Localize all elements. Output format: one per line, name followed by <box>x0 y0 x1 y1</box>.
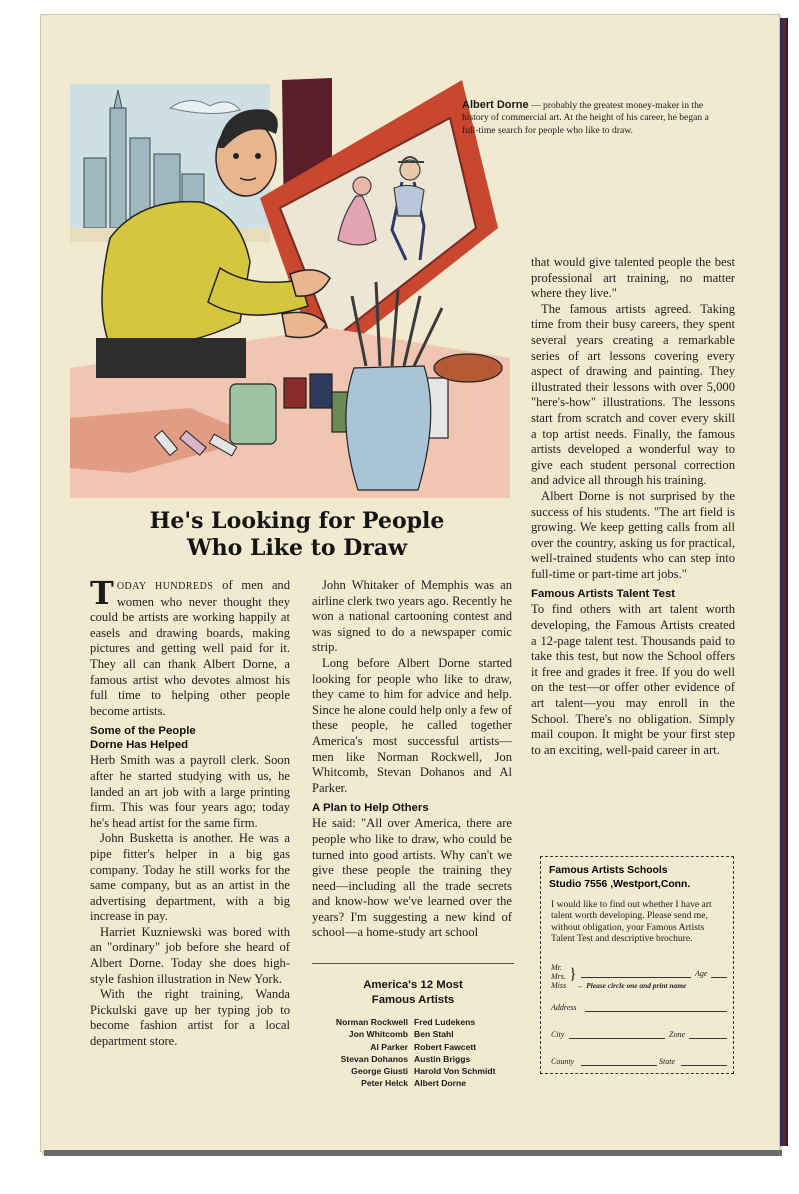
label-miss: Miss <box>551 981 567 990</box>
column-2 <box>312 578 512 941</box>
label-mr: Mr. <box>551 963 562 972</box>
city-field[interactable] <box>569 1038 665 1039</box>
label-age: Age <box>695 969 708 978</box>
artist-name-right: Albert Dorne <box>414 1078 467 1089</box>
paragraph-not-surprised: Albert Dorne is not surprised by the success of his students. "The art field is growing. We keep getting calls from all over the country, asking us for practical, well-trained students who can step into full-time or part-time art jobs." <box>531 488 735 581</box>
artist-name-right: Austin Briggs <box>414 1053 471 1064</box>
artist-name-right: Harold Von Schmidt <box>414 1066 496 1077</box>
subhead-people-helped <box>90 724 290 752</box>
artist-row <box>312 1016 514 1028</box>
artist-name-left: Peter Helck <box>361 1078 408 1089</box>
artist-name-left: Norman Rockwell <box>335 1017 408 1027</box>
name-field[interactable] <box>581 977 691 978</box>
circle-note: ← Please circle one and print name <box>577 981 687 990</box>
page-edge <box>780 18 788 1146</box>
artist-row <box>312 1053 514 1065</box>
famous-artists-title <box>312 978 514 1008</box>
bowl <box>434 354 502 382</box>
headline-line-2: Who Like to Draw <box>186 535 408 561</box>
paragraph-long-before: Long before Albert Dorne started looking for people who like to draw, they came to him for advice and help. Since he alone could help only a few of these people, he called together America's most successful artists—men like Norman Rockwell, Jon Whitcomb, Stevan Dohanos and Al Parker. <box>312 655 512 795</box>
caption-name: Albert Dorne <box>462 99 529 111</box>
intro-smallcaps: ODAY HUNDREDS <box>116 581 214 592</box>
label-state: State <box>659 1057 675 1066</box>
headline-line-1: He's Looking for People <box>149 508 445 534</box>
paragraph-famous-agreed: The famous artists agreed. Taking time from their busy careers, they spent several years creating a remarkable series of art lessons covering every aspect of drawing and painting. They illustrated their lessons with over 5,000 "here's-how" illustrations. The lessons start from scratch and cover every skill a top artist needs. Finally, the famous artists developed a wonderful way to give each student personal correction and advice all through his training. <box>531 301 735 488</box>
dark-trousers <box>96 338 246 378</box>
illustration-caption <box>462 98 712 137</box>
address-field[interactable] <box>585 1011 727 1012</box>
coupon-header <box>549 864 729 892</box>
artist-row <box>312 1065 514 1077</box>
artist-name-right: Robert Fawcett <box>414 1041 477 1052</box>
artist-name-right: Fred Ludekens <box>414 1017 476 1027</box>
artist-name-left: Al Parker <box>370 1041 408 1052</box>
drop-cap: T <box>90 574 114 612</box>
zone-field[interactable] <box>689 1038 727 1039</box>
subhead-line-2: Dorne Has Helped <box>90 739 189 752</box>
artist-row <box>312 1077 514 1089</box>
subhead-line-1: Some of the People <box>90 725 196 738</box>
famous-artists-box <box>312 963 514 1090</box>
coupon-body: I would like to find out whether I have art talent worth developing. Please send me, without obligation, your Famous Artists Talent Test and descriptive brochure. <box>551 899 712 945</box>
page-bottom-edge <box>44 1150 782 1156</box>
famous-artists-table <box>312 1016 514 1090</box>
paragraph-wanda: With the right training, Wanda Pickulski gave up her typing job to become fashion artist for a local department store. <box>90 987 290 1049</box>
artist-name-left: George Giusti <box>351 1066 408 1077</box>
paragraph-harriet: Harriet Kuzniewski was bored with an "ordinary" job before she heard of Albert Dorne. Today she does high-style fashion illustration in New York. <box>90 924 290 986</box>
artist-name-left: Jon Whitcomb <box>348 1029 408 1040</box>
subhead-plan: A Plan to Help Others <box>312 802 429 815</box>
artist-illustration <box>70 78 510 498</box>
label-mrs: Mrs. <box>551 972 566 981</box>
caption-text: — probably the greatest money-maker in the history of commercial art. At the height of his career, he began a full-time search for people who like to draw. <box>462 100 709 136</box>
coupon-school-name: Famous Artists Schools <box>549 865 668 876</box>
subhead-talent-test: Famous Artists Talent Test <box>531 588 676 601</box>
headline <box>96 508 498 562</box>
artist-row <box>312 1041 514 1053</box>
artist-row <box>312 1028 514 1040</box>
paragraph-he-said: He said: "All over America, there are people who like to draw, who could be turned into good artists. Why can't we give these people the training they need—including all the trade secrets and know-how we've learned over the years? I'm suggesting a new kind of school—a home-study art school <box>312 816 512 940</box>
artist-name-right: Ben Stahl <box>414 1029 454 1040</box>
famous-title-line-2: Famous Artists <box>371 994 455 1006</box>
label-zone: Zone <box>669 1030 685 1039</box>
brace-icon: } <box>569 966 577 983</box>
intro-text: of men and women who never thought they could be artists are working happily at easels and drawing boards, making pictures and getting well paid for it. They all can thank Albert Dorne, a famous artist who devotes almost his full time to helping other people become artists. <box>90 578 291 718</box>
label-city: City <box>551 1030 565 1039</box>
label-address: Address <box>551 1003 577 1012</box>
label-county: County <box>551 1057 575 1066</box>
column-3 <box>531 255 735 758</box>
column-1 <box>90 574 291 1050</box>
artist-name-left: Stevan Dohanos <box>340 1053 408 1064</box>
coupon-address: Studio 7556 ,Westport,Conn. <box>549 879 691 890</box>
county-field[interactable] <box>581 1065 657 1066</box>
paragraph-john-busketta: John Busketta is another. He was a pipe fitter's helper in a big gas company. Today he still works for the same company, but as an artist in the advertising department, with a big increase in pay. <box>90 831 290 924</box>
mail-coupon[interactable] <box>540 856 734 1074</box>
intro-paragraph <box>90 574 291 719</box>
circle-note-text: Please circle one and print name <box>586 981 687 990</box>
paragraph-talent-test: To find others with art talent worth developing, the Famous Artists created a 12-page talent test. Thousands paid to take this test, but now the School offers it free and grades it free. If you do well on the test—or offer other evidence of art talent—you may enroll in the School. There's no obligation. Simply mail coupon. It might be your first step to an exciting, well-paid career in art. <box>531 602 735 757</box>
famous-title-line-1: America's 12 Most <box>363 979 463 991</box>
age-field[interactable] <box>711 977 727 978</box>
state-field[interactable] <box>681 1065 727 1066</box>
paragraph-continued: that would give talented people the best professional art training, no matter where they live." <box>531 255 735 301</box>
paragraph-herb-smith: Herb Smith was a payroll clerk. Soon after he started studying with us, he landed an art job with a large printing firm. This was four years ago; today he's head artist for the same firm. <box>90 753 290 830</box>
paragraph-john-whitaker: John Whitaker of Memphis was an airline clerk two years ago. Recently he won a national cartooning contest and was signed to do a newspaper comic strip. <box>312 578 512 655</box>
